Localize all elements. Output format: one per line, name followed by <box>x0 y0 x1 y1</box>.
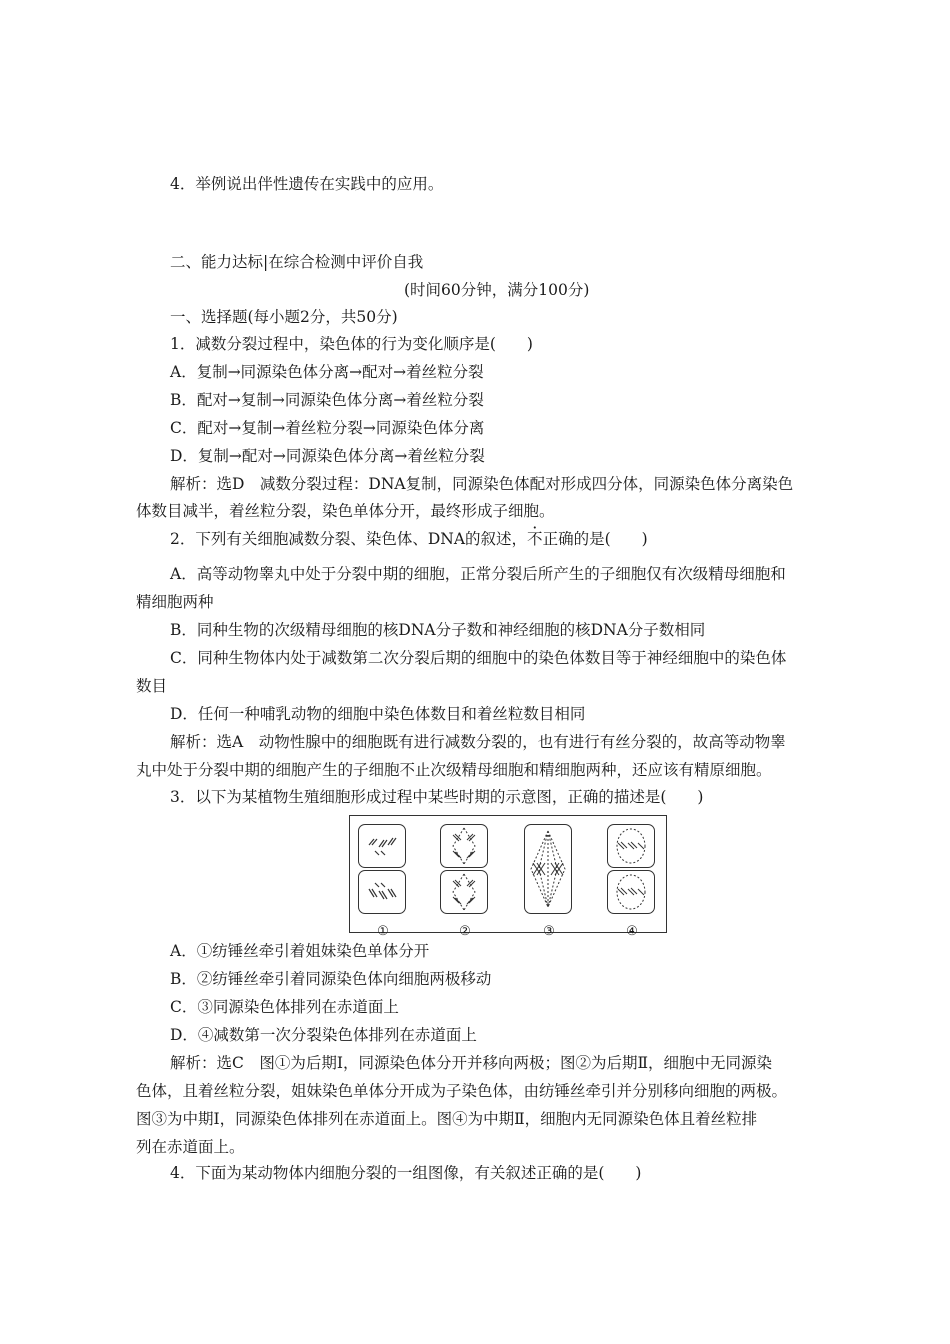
cell-division-figure <box>349 815 667 939</box>
chromosome-icon <box>441 825 487 867</box>
chromosome-icon <box>359 871 405 913</box>
cell-panel-4 <box>607 824 657 939</box>
explanation-line: 图③为中期Ⅰ，同源染色体排列在赤道面上。图④为中期Ⅱ，细胞内无同源染色体且着丝粒排 <box>136 1110 758 1128</box>
question-1: 1．减数分裂过程中，染色体的行为变化顺序是( ) <box>170 335 533 353</box>
figure-label: ③ <box>543 924 555 939</box>
explanation-line: 解析：选A 动物性腺中的细胞既有进行减数分裂的，也有进行有丝分裂的，故高等动物睾 <box>170 733 786 751</box>
explanation-line: 色体，且着丝粒分裂，姐妹染色单体分开成为子染色体，由纺锤丝牵引并分别移向细胞的两极。 <box>136 1082 788 1100</box>
cell-outline <box>607 824 655 868</box>
chromosome-icon <box>608 825 654 867</box>
option-c: C．配对→复制→着丝粒分裂→同源染色体分离 <box>170 419 485 437</box>
cell-outline <box>524 824 572 914</box>
cell-outline <box>607 870 655 914</box>
part-heading: 一、选择题(每小题2分，共50分) <box>170 308 398 326</box>
option-b: B．②纺锤丝牵引着同源染色体向细胞两极移动 <box>170 970 492 988</box>
question-4: 4．下面为某动物体内细胞分裂的一组图像，有关叙述正确的是( ) <box>170 1164 642 1182</box>
option-a-cont: 精细胞两种 <box>136 593 214 611</box>
chromosome-icon <box>525 825 571 913</box>
option-b: B．配对→复制→同源染色体分离→着丝粒分裂 <box>170 391 484 409</box>
option-d: D．④减数第一次分裂染色体排列在赤道面上 <box>170 1026 477 1044</box>
option-c: C．③同源染色体排列在赤道面上 <box>170 998 399 1016</box>
section-heading: 二、能力达标|在综合检测中评价自我 <box>170 253 424 271</box>
chromosome-icon <box>359 825 405 867</box>
cell-panel-2 <box>440 824 490 939</box>
cell-outline <box>358 870 406 914</box>
option-c: C．同种生物体内处于减数第二次分裂后期的细胞中的染色体数目等于神经细胞中的染色体 <box>170 649 787 667</box>
option-d: D．任何一种哺乳动物的细胞中染色体数目和着丝粒数目相同 <box>170 705 586 723</box>
figure-label: ④ <box>626 924 638 939</box>
cell-panel-1 <box>358 824 408 939</box>
option-c-cont: 数目 <box>136 677 168 695</box>
question-3: 3．以下为某植物生殖细胞形成过程中某些时期的示意图，正确的描述是( ) <box>170 788 704 806</box>
option-a: A．复制→同源染色体分离→配对→着丝粒分裂 <box>170 363 484 381</box>
explanation-line: 列在赤道面上。 <box>136 1138 245 1156</box>
option-a: A．高等动物睾丸中处于分裂中期的细胞，正常分裂后所产生的子细胞仅有次级精母细胞和 <box>170 565 786 583</box>
explanation-line: 体数目减半，着丝粒分裂，染色单体分开，最终形成子细胞。 <box>136 502 555 520</box>
question-text: 正确的是( ) <box>542 530 648 548</box>
question-2 <box>170 529 648 549</box>
chromosome-icon <box>608 871 654 913</box>
cell-outline <box>440 824 488 868</box>
explanation-line: 解析：选D 减数分裂过程：DNA复制，同源染色体配对形成四分体，同源染色体分离染色 <box>170 475 794 493</box>
option-b: B．同种生物的次级精母细胞的核DNA分子数和神经细胞的核DNA分子数相同 <box>170 621 706 639</box>
text-line: 4．举例说出伴性遗传在实践中的应用。 <box>170 175 444 193</box>
figure-label: ② <box>459 924 471 939</box>
emphasis-mark: 不 <box>527 530 543 548</box>
option-a: A．①纺锤丝牵引着姐妹染色单体分开 <box>170 942 430 960</box>
chromosome-icon <box>441 871 487 913</box>
cell-outline <box>440 870 488 914</box>
time-note: (时间60分钟，满分100分) <box>404 281 590 299</box>
cell-panel-3 <box>524 824 574 939</box>
question-text: 2．下列有关细胞减数分裂、染色体、DNA的叙述， <box>170 530 528 548</box>
explanation-line: 丸中处于分裂中期的细胞产生的子细胞不止次级精母细胞和精细胞两种，还应该有精原细胞。 <box>136 761 772 779</box>
figure-label: ① <box>377 924 389 939</box>
explanation-line: 解析：选C 图①为后期Ⅰ，同源染色体分开并移向两极；图②为后期Ⅱ，细胞中无同源染 <box>170 1054 773 1072</box>
cell-outline <box>358 824 406 868</box>
option-d: D．复制→配对→同源染色体分离→着丝粒分裂 <box>170 447 485 465</box>
